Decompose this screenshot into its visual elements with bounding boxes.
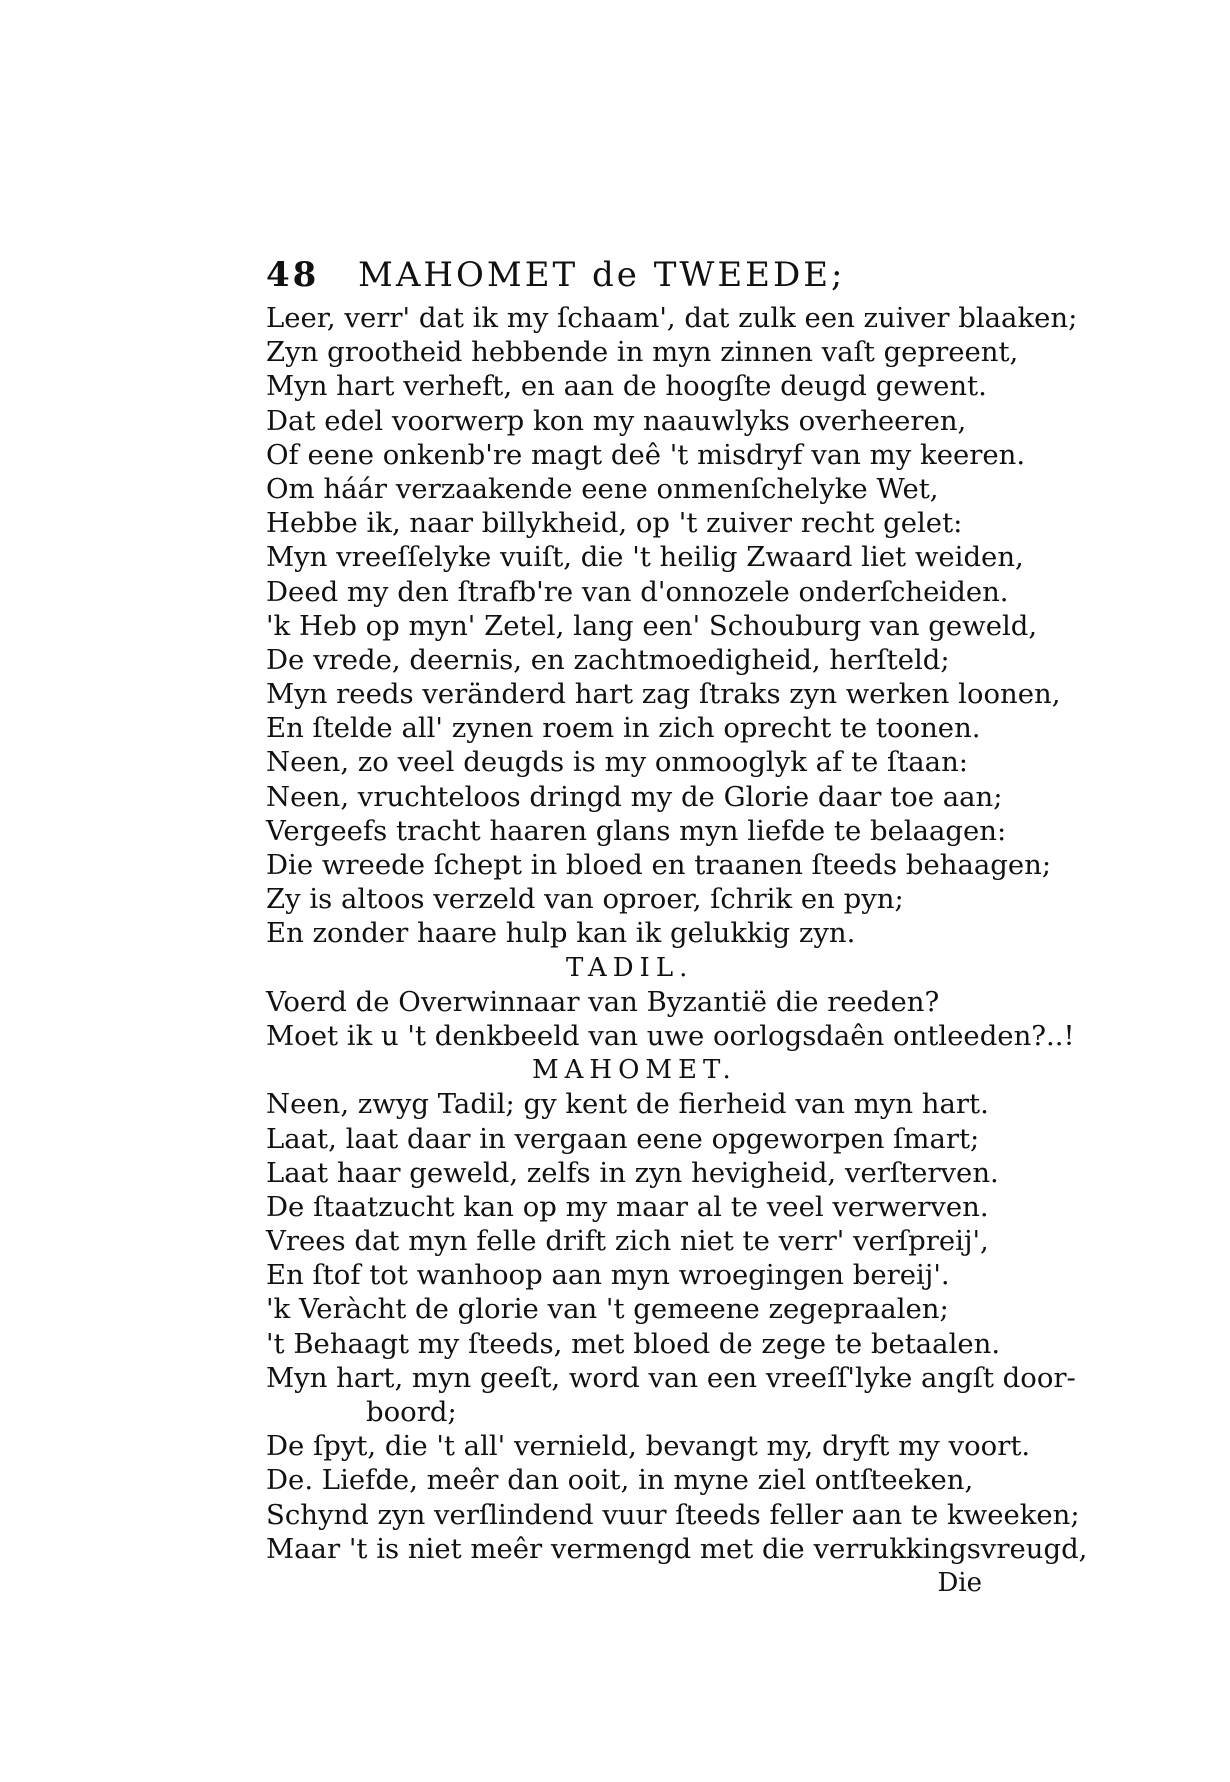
verse-line: Moet ik u 't denkbeeld van uwe oorlogsdaên ontleeden?..! [266,1019,1075,1052]
verse-line: Myn hart verheft, en aan de hoogſte deugd gewent. [266,370,987,403]
verse-line: Schynd zyn verſlindend vuur ſteeds feller aan te kweeken; [266,1498,1080,1531]
verse-line: De. Liefde, meêr dan ooit, in myne ziel ontſteeken, [266,1464,974,1497]
verse-line: En ſtof tot wanhoop aan myn wroegingen bereij'. [266,1259,950,1292]
verse-line: Voerd de Overwinnaar van Byzantië die reeden? [266,985,940,1018]
speaker-heading-tadil: TADIL. [566,952,694,983]
verse-line: Neen, zo veel deugds is my onmooglyk af te ſtaan: [266,746,969,779]
verse-line: Vrees dat myn felle drift zich niet te verr' verſpreij', [266,1225,989,1258]
verse-line: Myn vreeſſelyke vuiſt, die 't heilig Zwaard liet weiden, [266,541,1024,574]
book-page [266,255,1088,1600]
verse-line: Vergeefs tracht haaren glans myn liefde te belaagen: [266,814,1007,847]
verse-line: Myn reeds veränderd hart zag ſtraks zyn werken loonen, [266,678,1061,711]
verse-line: 'k Veràcht de glorie van 't gemeene zegepraalen; [266,1293,949,1326]
verse-line: Zyn grootheid hebbende in myn zinnen vaſt gepreent, [266,336,1019,369]
verse-line: Leer, verr' dat ik my ſchaam', dat zulk een zuiver blaaken; [266,302,1078,334]
verse-line: De ſpyt, die 't all' vernield, bevangt my, dryft my voort. [266,1430,1031,1463]
verse-line: Om háár verzaakende eene onmenſchelyke Wet, [266,472,939,505]
verse-line: Maar 't is niet meêr vermengd met die verrukkingsvreugd, [266,1532,1088,1565]
verse-line: En zonder haare hulp kan ik gelukkig zyn. [266,917,856,950]
speaker-heading-mahomet: MAHOMET. [532,1055,737,1086]
verse-continuation: boord; [366,1396,457,1428]
running-head [266,255,986,297]
verse-block [266,301,1088,1600]
verse-line: En ſtelde all' zynen roem in zich oprecht te toonen. [266,712,981,745]
verse-line: Of eene onkenb're magt deê 't misdryf van my keeren. [266,438,1026,471]
verse-line: Deed my den ſtrafb're van d'onnozele onderſcheiden. [266,575,1009,608]
verse-line: 't Behaagt my ſteeds, met bloed de zege te betaalen. [266,1327,1001,1360]
verse-line: 'k Heb op myn' Zetel, lang een' Schouburg van geweld, [266,609,1038,642]
verse-line: Laat haar geweld, zelfs in zyn hevigheid, verſterven. [266,1156,999,1189]
verse-line: Neen, zwyg Tadil; gy kent de fierheid van myn hart. [266,1088,989,1121]
verse-line: Hebbe ik, naar billykheid, op 't zuiver recht gelet: [266,507,963,540]
verse-line: Laat, laat daar in vergaan eene opgeworpen ſmart; [266,1122,980,1155]
catchword: Die [937,1567,982,1598]
verse-line: Myn hart, myn geeſt, word van een vreeſſ'lyke angſt door- [266,1361,1076,1394]
verse-line: Neen, vruchteloos dringd my de Glorie daar toe aan; [266,780,1003,813]
verse-line: De vrede, deernis, en zachtmoedigheid, herſteld; [266,643,950,676]
verse-line: Die wreede ſchept in bloed en traanen ſteeds behaagen; [266,849,1052,881]
verse-line: De ſtaatzucht kan op my maar al te veel verwerven. [266,1190,989,1223]
verse-line: Zy is altoos verzeld van oproer, ſchrik en pyn; [266,883,904,916]
verse-line: Dat edel voorwerp kon my naauwlyks overheeren, [266,404,967,437]
running-title: MAHOMET de TWEEDE; [358,255,846,295]
page-number: 48 [266,255,320,295]
